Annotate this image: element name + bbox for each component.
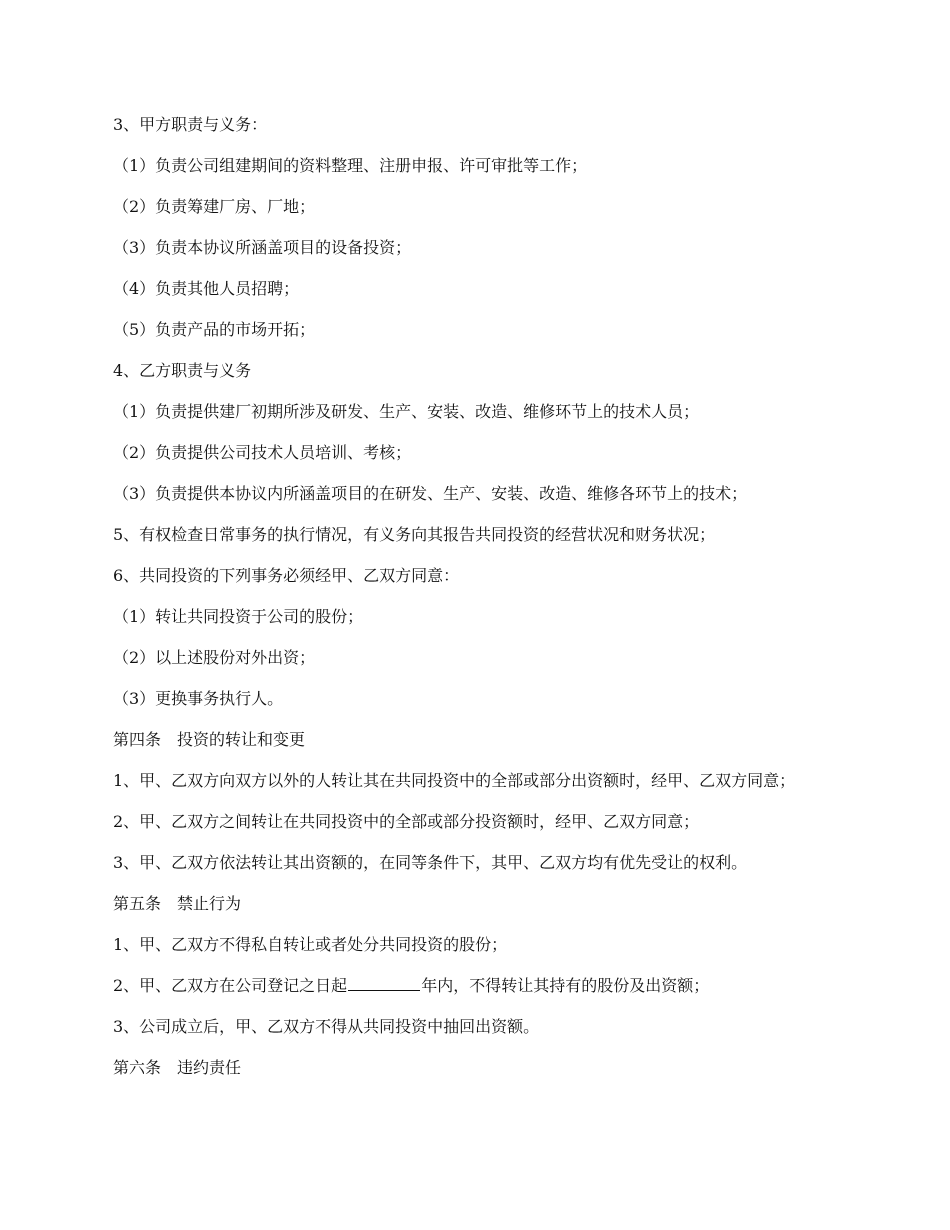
paragraph: （1）负责公司组建期间的资料整理、注册申报、许可审批等工作；: [113, 156, 588, 175]
fill-in-blank[interactable]: [348, 974, 420, 991]
paragraph: 1、甲、乙双方不得私自转让或者处分共同投资的股份；: [113, 935, 508, 954]
paragraph-with-blank: [113, 974, 843, 997]
blank-clause-before: 2、甲、乙双方在公司登记之日起: [113, 976, 348, 995]
paragraph: （4）负责其他人员招聘；: [113, 279, 300, 298]
paragraph: （3）更换事务执行人。: [113, 689, 284, 708]
paragraph: 6、共同投资的下列事务必须经甲、乙双方同意：: [113, 566, 460, 585]
section-heading: 第四条 投资的转让和变更: [113, 730, 306, 749]
paragraph: （3）负责本协议所涵盖项目的设备投资；: [113, 238, 412, 257]
paragraph: 5、有权检查日常事务的执行情况，有义务向其报告共同投资的经营状况和财务状况；: [113, 525, 716, 544]
paragraph: 2、甲、乙双方之间转让在共同投资中的全部或部分投资额时，经甲、乙双方同意；: [113, 812, 700, 831]
paragraph: （2）以上述股份对外出资；: [113, 648, 316, 667]
section-heading: 第六条 违约责任: [113, 1058, 242, 1077]
paragraph: （2）负责提供公司技术人员培训、考核；: [113, 443, 412, 462]
paragraph: 1、甲、乙双方向双方以外的人转让其在共同投资中的全部或部分出资额时，经甲、乙双方同意；: [113, 771, 796, 790]
paragraph: （2）负责筹建厂房、厂地；: [113, 197, 316, 216]
paragraph: 4、乙方职责与义务: [113, 361, 252, 380]
paragraph: （3）负责提供本协议内所涵盖项目的在研发、生产、安装、改造、维修各环节上的技术；: [113, 484, 748, 503]
paragraph: 3、甲方职责与义务：: [113, 115, 268, 134]
document-body: [113, 113, 843, 1097]
blank-clause-after: 年内，不得转让其持有的股份及出资额；: [421, 976, 710, 995]
section-heading: 第五条 禁止行为: [113, 894, 242, 913]
paragraph: （1）负责提供建厂初期所涉及研发、生产、安装、改造、维修环节上的技术人员；: [113, 402, 700, 421]
paragraph: （1）转让共同投资于公司的股份；: [113, 607, 364, 626]
paragraph: 3、公司成立后，甲、乙双方不得从共同投资中抽回出资额。: [113, 1017, 540, 1036]
paragraph: （5）负责产品的市场开拓；: [113, 320, 316, 339]
paragraph: 3、甲、乙双方依法转让其出资额的，在同等条件下，其甲、乙双方均有优先受让的权利。: [113, 853, 748, 872]
